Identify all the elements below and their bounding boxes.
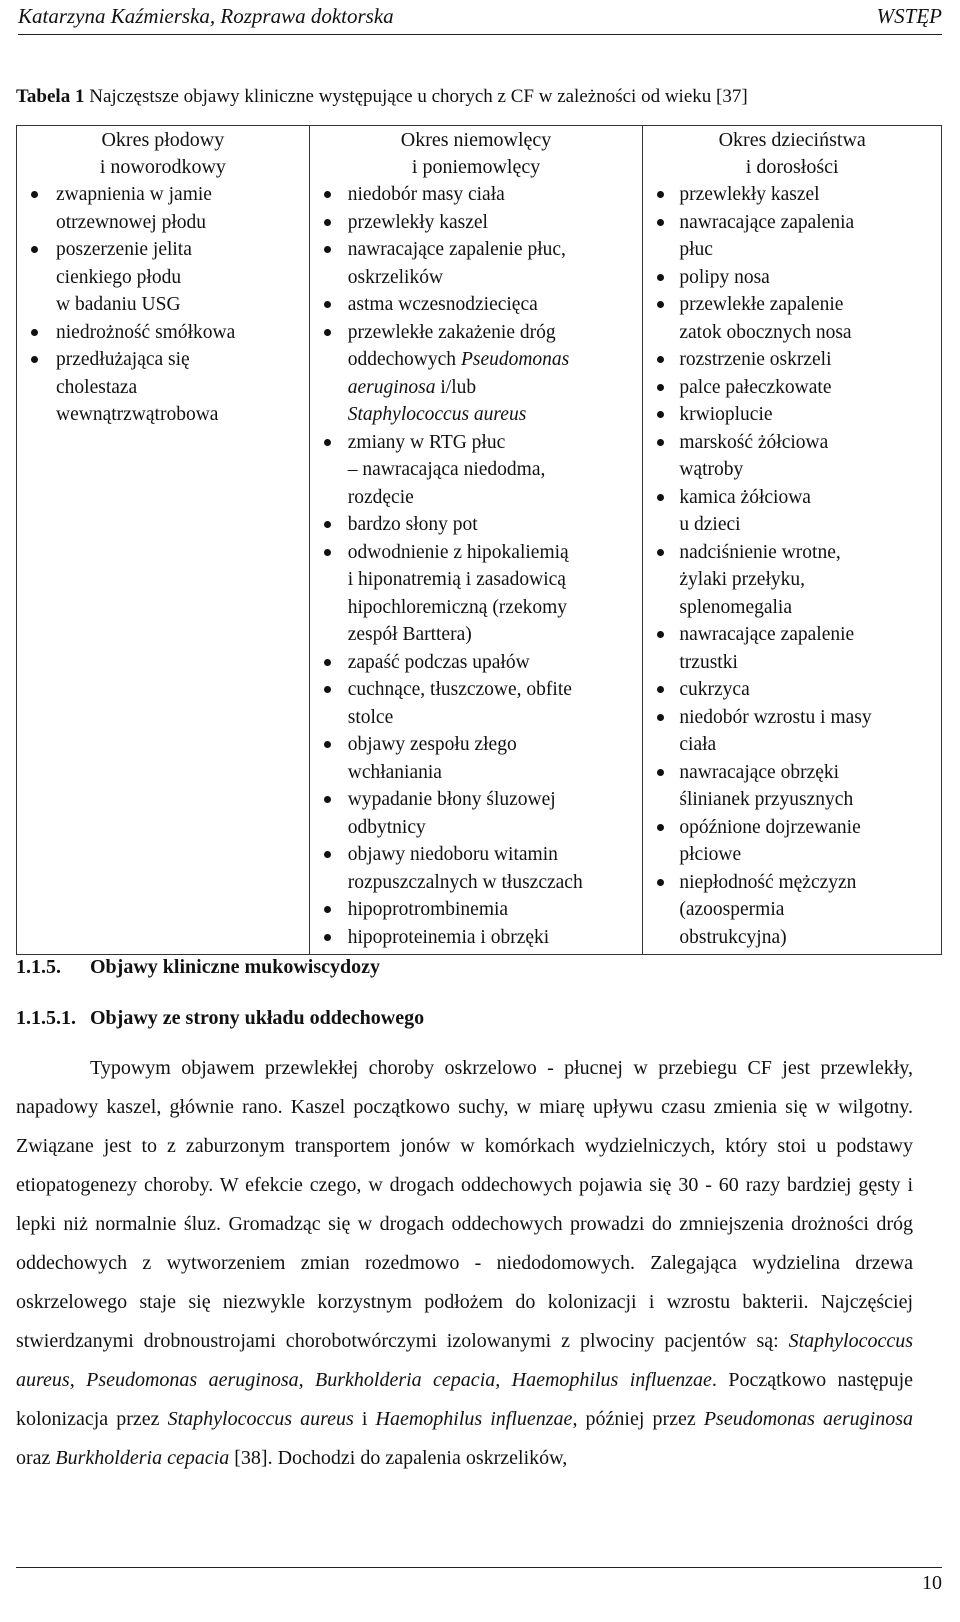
header-child-adult (643, 126, 942, 182)
adult-symptoms-list (643, 181, 941, 951)
symptom-line: hipoproteinemia i obrzęki (310, 924, 643, 952)
species-name: Staphylococcus aureus (167, 1408, 354, 1430)
symptom-line: niedrożność smółkowa (17, 319, 309, 347)
header-line: i poniemowlęcy (411, 156, 541, 178)
symptom-line: oddechowych Pseudomonas (347, 349, 570, 370)
symptom-line: objawy niedoboru witamin (310, 841, 643, 869)
symptom-line: wypadanie błony śluzowej (310, 786, 643, 814)
symptom-line: palce pałeczkowate (643, 374, 941, 402)
symptom-line: wewnątrzwątrobowa (56, 404, 219, 425)
symptom-line: u dzieci (679, 514, 741, 535)
symptom-line: w badaniu USG (56, 294, 181, 315)
symptom-line: trzustki (679, 651, 738, 673)
symptom-line: cukrzyca (643, 676, 941, 704)
symptom-line: żylaki przełyku, (679, 569, 805, 590)
header-infant (309, 126, 643, 182)
symptom-line: polipy nosa (643, 264, 941, 292)
symptom-line: astma wczesnodziecięca (310, 291, 643, 319)
species-name: Burkholderia cepacia (55, 1447, 230, 1469)
symptom-line: oskrzelików (347, 266, 444, 288)
symptom-line: wchłaniania (347, 761, 442, 783)
section-heading-clinical (16, 956, 380, 979)
symptom-line: rozstrzenie oskrzeli (643, 346, 941, 374)
symptom-line: nadciśnienie wrotne, (643, 539, 941, 567)
symptom-line: niepłodność mężczyzn (643, 869, 941, 897)
table-header-row (17, 126, 942, 182)
symptom-line: przewlekły kaszel (310, 209, 643, 237)
symptom-line: hipochloremiczną (rzekomy (347, 596, 568, 618)
header-author: Katarzyna Kaźmierska, Rozprawa doktorska (18, 4, 394, 28)
running-header (18, 2, 942, 35)
symptom-line: marskość żółciowa (643, 429, 941, 457)
section-number: 1.1.5. (16, 956, 61, 978)
symptom-line: cholestaza (56, 376, 138, 398)
symptom-line: przewlekły kaszel (643, 181, 941, 209)
symptom-line: poszerzenie jelita (17, 236, 309, 264)
symptom-line: kamica żółciowa (643, 484, 941, 512)
header-line: Okres płodowy (101, 129, 225, 151)
footer-rule (16, 1567, 942, 1568)
symptom-line: odbytnicy (347, 816, 426, 838)
fetal-symptoms-cell (17, 181, 310, 955)
symptom-line: zwapnienia w jamie (17, 181, 309, 209)
symptom-line: aeruginosa i/lub (347, 376, 477, 398)
symptom-line: zespół Barttera) (347, 624, 472, 645)
header-line: i noworodkowy (99, 156, 226, 178)
symptom-line: przewlekłe zakażenie dróg (310, 319, 643, 347)
symptom-line: wątroby (679, 459, 744, 480)
adult-symptoms-cell (643, 181, 942, 955)
header-line: Okres niemowlęcy (400, 129, 552, 151)
symptom-line (310, 401, 643, 429)
infant-symptoms-list (310, 181, 643, 951)
species-name: aeruginosa (347, 376, 436, 398)
symptom-line: płuc (679, 239, 713, 260)
symptom-line: bardzo słony pot (310, 511, 643, 539)
header-chapter: WSTĘP (876, 4, 942, 28)
symptom-line: przewlekłe zapalenie (643, 291, 941, 319)
symptom-line: nawracające zapalenie (643, 621, 941, 649)
section-number: 1.1.5.1. (16, 1007, 76, 1029)
symptom-line: i hiponatremią i zasadowicą (347, 569, 566, 590)
header-fetal-neonatal (17, 126, 310, 182)
symptom-line: niedobór masy ciała (310, 181, 643, 209)
symptom-line: zmiany w RTG płuc (310, 429, 643, 457)
header-line: Okres dzieciństwa (718, 129, 866, 151)
symptom-line: zapaść podczas upałów (310, 649, 643, 677)
symptom-line: rozdęcie (347, 486, 414, 508)
symptom-line: nawracające zapalenia (643, 209, 941, 237)
symptom-line: cuchnące, tłuszczowe, obfite (310, 676, 643, 704)
species-name: Staphylococcus aureus (347, 404, 527, 425)
symptom-line: zatok obocznych nosa (679, 321, 852, 343)
symptom-line: cienkiego płodu (56, 266, 182, 288)
symptom-line: rozpuszczalnych w tłuszczach (347, 871, 583, 893)
body-paragraph (16, 1049, 913, 1478)
symptom-line: hipoprotrombinemia (310, 896, 643, 924)
symptom-line: krwioplucie (643, 401, 941, 429)
symptom-line: opóźnione dojrzewanie (643, 814, 941, 842)
species-name: Haemophilus influenzae (375, 1408, 573, 1430)
symptom-line: przedłużająca się (17, 346, 309, 374)
table-label: Tabela 1 (16, 86, 85, 107)
page-number: 10 (922, 1572, 942, 1594)
symptom-line: obstrukcyjna) (679, 926, 787, 948)
species-name: Pseudomonas aeruginosa (703, 1408, 913, 1430)
symptom-line: niedobór wzrostu i masy (643, 704, 941, 732)
symptom-line: ślinianek przyusznych (679, 789, 854, 810)
symptom-line: objawy zespołu złego (310, 731, 643, 759)
fetal-symptoms-list (17, 181, 309, 429)
symptom-line: (azoospermia (679, 899, 785, 920)
symptom-line: splenomegalia (679, 596, 793, 618)
header-line: i dorosłości (745, 156, 839, 178)
symptom-line: otrzewnowej płodu (56, 211, 207, 233)
section-title: Objawy kliniczne mukowiscydozy (90, 956, 381, 978)
paragraph: Typowym objawem przewlekłej choroby oskrzelowo - płucnej w przebiegu CF jest przewlekły, napadowy kaszel, głównie rano. Kaszel początkowo suchy, w miarę upływu czasu zmienia się w wilgotny. Związane jest to z zaburzonym transportem jonów w komórkach wydzielniczych, który stoi u podstawy etiopatogenezy choroby. W efekcie czego, w drogach oddechowych pojawia się 30 - 60 razy bardziej gęsty i lepki niż normalnie śluz. Gromadząc się w drogach oddechowych prowadzi do zmniejszenia drożności dróg oddechowych z wytworzeniem zmian rozedmowo - niedodomowych. Zalegająca wydzielina drzewa oskrzelowego staje się niezwykle korzystnym podłożem do kolonizacji i wzrostu bakterii. Najczęściej stwierdzanymi drobnoustrojami chorobotwórczymi izolowanymi z plwociny pacjentów są: Staphylococcus aureus, Pseudomonas aeruginosa, Burkholderia cepacia, Haemophilus influenzae. Początkowo następuje kolonizacja przez Staphylococcus aureus i Haemophilus influenzae, później przez Pseudomonas aeruginosa oraz Burkholderia cepacia [38]. Dochodzi do zapalenia oskrzelików, (16, 1057, 914, 1469)
symptom-line: płciowe (679, 844, 742, 865)
table-caption (16, 86, 748, 108)
species-name: Staphylococcus aureus, Pseudomonas aeruginosa, Burkholderia cepacia, Haemophilus influenzae (16, 1330, 913, 1391)
section-title: Objawy ze strony układu oddechowego (90, 1007, 425, 1029)
symptom-line: odwodnienie z hipokaliemią (310, 539, 643, 567)
symptom-line: ciała (679, 734, 717, 755)
symptoms-table (16, 125, 942, 955)
symptom-line: nawracające obrzęki (643, 759, 941, 787)
species-name: Pseudomonas (460, 349, 570, 370)
infant-symptoms-cell (309, 181, 643, 955)
symptom-line: nawracające zapalenie płuc, (310, 236, 643, 264)
table-caption-text: Najczęstsze objawy kliniczne występujące u chorych z CF w zależności od wieku [37] (84, 86, 748, 107)
section-heading-respiratory (16, 1007, 424, 1030)
symptom-line: – nawracająca niedodma, (347, 459, 546, 480)
table-body-row (17, 181, 942, 955)
symptom-line: stolce (347, 706, 394, 728)
